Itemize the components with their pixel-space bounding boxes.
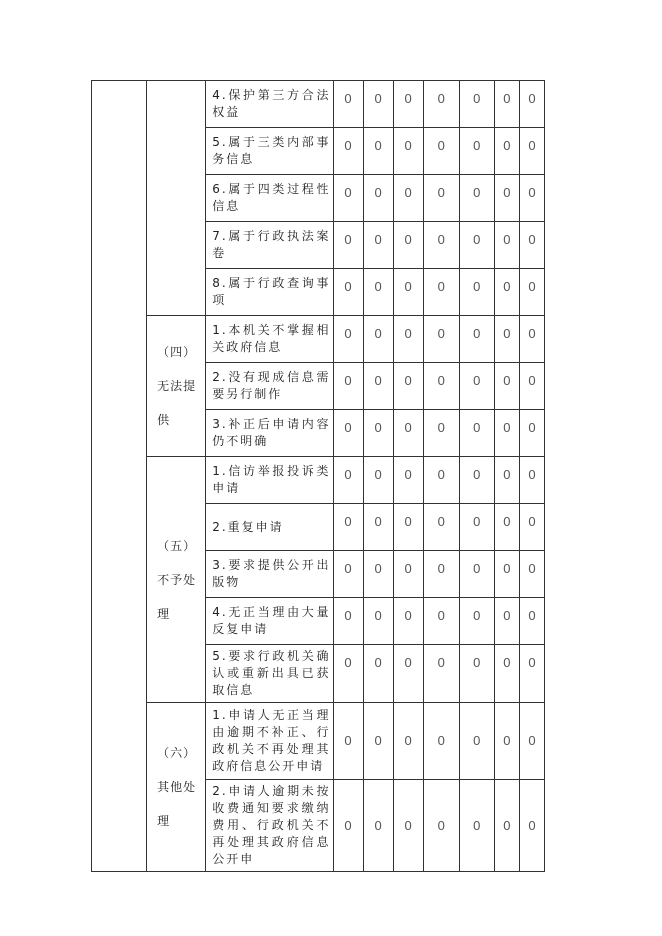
value-cell: 0 xyxy=(333,645,363,703)
value-cell: 0 xyxy=(393,269,423,316)
value-cell: 0 xyxy=(519,598,544,645)
value-cell: 0 xyxy=(519,316,544,363)
value-cell: 0 xyxy=(393,780,423,872)
value-cell: 0 xyxy=(423,316,459,363)
value-cell: 0 xyxy=(519,175,544,222)
value-cell: 0 xyxy=(423,551,459,598)
value-cell: 0 xyxy=(459,551,494,598)
value-cell: 0 xyxy=(363,645,393,703)
value-cell: 0 xyxy=(333,175,363,222)
value-cell: 0 xyxy=(423,703,459,780)
value-cell: 0 xyxy=(519,645,544,703)
value-cell: 0 xyxy=(363,222,393,269)
value-cell: 0 xyxy=(333,363,363,410)
value-cell: 0 xyxy=(333,316,363,363)
value-cell: 0 xyxy=(494,703,519,780)
value-cell: 0 xyxy=(333,81,363,128)
value-cell: 0 xyxy=(519,457,544,504)
item-label-cell: 2.申请人逾期未按收费通知要求缴纳费用、行政机关不再处理其政府信息公开申 xyxy=(206,780,333,872)
value-cell: 0 xyxy=(494,504,519,551)
value-cell: 0 xyxy=(333,457,363,504)
value-cell: 0 xyxy=(393,81,423,128)
item-label-cell: 5.属于三类内部事务信息 xyxy=(206,128,333,175)
category-cell: （五）不予处理 xyxy=(147,457,206,703)
value-cell: 0 xyxy=(363,504,393,551)
value-cell: 0 xyxy=(423,81,459,128)
value-cell: 0 xyxy=(459,645,494,703)
value-cell: 0 xyxy=(393,703,423,780)
value-cell: 0 xyxy=(494,645,519,703)
value-cell: 0 xyxy=(459,598,494,645)
value-cell: 0 xyxy=(363,81,393,128)
value-cell: 0 xyxy=(423,598,459,645)
value-cell: 0 xyxy=(393,128,423,175)
item-label-cell: 3.补正后申请内容仍不明确 xyxy=(206,410,333,457)
value-cell: 0 xyxy=(494,410,519,457)
value-cell: 0 xyxy=(494,780,519,872)
disclosure-statistics-table xyxy=(91,80,545,872)
value-cell: 0 xyxy=(333,703,363,780)
value-cell: 0 xyxy=(519,269,544,316)
value-cell: 0 xyxy=(459,175,494,222)
value-cell: 0 xyxy=(393,645,423,703)
value-cell: 0 xyxy=(363,175,393,222)
item-label-cell: 8.属于行政查询事项 xyxy=(206,269,333,316)
value-cell: 0 xyxy=(459,363,494,410)
value-cell: 0 xyxy=(393,551,423,598)
value-cell: 0 xyxy=(393,175,423,222)
value-cell: 0 xyxy=(363,598,393,645)
value-cell: 0 xyxy=(393,598,423,645)
value-cell: 0 xyxy=(333,780,363,872)
value-cell: 0 xyxy=(459,780,494,872)
value-cell: 0 xyxy=(459,316,494,363)
item-label-cell: 1.信访举报投诉类申请 xyxy=(206,457,333,504)
value-cell: 0 xyxy=(494,269,519,316)
value-cell: 0 xyxy=(519,81,544,128)
value-cell: 0 xyxy=(393,222,423,269)
value-cell: 0 xyxy=(393,316,423,363)
item-label-cell: 2.重复申请 xyxy=(206,504,333,551)
value-cell: 0 xyxy=(423,645,459,703)
value-cell: 0 xyxy=(363,363,393,410)
value-cell: 0 xyxy=(423,504,459,551)
value-cell: 0 xyxy=(363,551,393,598)
category-cell: （六）其他处理 xyxy=(147,703,206,872)
value-cell: 0 xyxy=(494,316,519,363)
item-label-cell: 4.保护第三方合法权益 xyxy=(206,81,333,128)
item-label-cell: 1.申请人无正当理由逾期不补正、行政机关不再处理其政府信息公开申请 xyxy=(206,703,333,780)
item-label-cell: 1.本机关不掌握相关政府信息 xyxy=(206,316,333,363)
value-cell: 0 xyxy=(363,269,393,316)
value-cell: 0 xyxy=(333,551,363,598)
value-cell: 0 xyxy=(393,410,423,457)
value-cell: 0 xyxy=(363,457,393,504)
value-cell: 0 xyxy=(519,363,544,410)
value-cell: 0 xyxy=(494,128,519,175)
outer-category-cell xyxy=(92,81,147,872)
table-row xyxy=(92,316,545,363)
value-cell: 0 xyxy=(333,269,363,316)
value-cell: 0 xyxy=(519,551,544,598)
value-cell: 0 xyxy=(519,410,544,457)
value-cell: 0 xyxy=(333,504,363,551)
value-cell: 0 xyxy=(333,410,363,457)
value-cell: 0 xyxy=(519,222,544,269)
item-label-cell: 5.要求行政机关确认或重新出具已获取信息 xyxy=(206,645,333,703)
item-label-cell: 6.属于四类过程性信息 xyxy=(206,175,333,222)
value-cell: 0 xyxy=(363,316,393,363)
value-cell: 0 xyxy=(494,81,519,128)
value-cell: 0 xyxy=(333,598,363,645)
item-label-cell: 7.属于行政执法案卷 xyxy=(206,222,333,269)
value-cell: 0 xyxy=(459,703,494,780)
value-cell: 0 xyxy=(333,222,363,269)
value-cell: 0 xyxy=(519,780,544,872)
value-cell: 0 xyxy=(423,363,459,410)
value-cell: 0 xyxy=(363,410,393,457)
value-cell: 0 xyxy=(459,128,494,175)
value-cell: 0 xyxy=(363,780,393,872)
category-cell xyxy=(147,81,206,316)
value-cell: 0 xyxy=(459,410,494,457)
item-label-cell: 3.要求提供公开出版物 xyxy=(206,551,333,598)
value-cell: 0 xyxy=(363,128,393,175)
value-cell: 0 xyxy=(494,551,519,598)
table-row xyxy=(92,457,545,504)
value-cell: 0 xyxy=(333,128,363,175)
value-cell: 0 xyxy=(423,780,459,872)
category-cell: （四）无法提供 xyxy=(147,316,206,457)
value-cell: 0 xyxy=(519,504,544,551)
value-cell: 0 xyxy=(459,222,494,269)
value-cell: 0 xyxy=(423,457,459,504)
value-cell: 0 xyxy=(423,222,459,269)
value-cell: 0 xyxy=(459,457,494,504)
value-cell: 0 xyxy=(519,703,544,780)
table-row xyxy=(92,703,545,780)
value-cell: 0 xyxy=(494,222,519,269)
value-cell: 0 xyxy=(423,269,459,316)
value-cell: 0 xyxy=(423,410,459,457)
value-cell: 0 xyxy=(423,128,459,175)
value-cell: 0 xyxy=(393,363,423,410)
value-cell: 0 xyxy=(494,598,519,645)
value-cell: 0 xyxy=(423,175,459,222)
value-cell: 0 xyxy=(459,269,494,316)
value-cell: 0 xyxy=(494,363,519,410)
value-cell: 0 xyxy=(393,504,423,551)
item-label-cell: 4.无正当理由大量反复申请 xyxy=(206,598,333,645)
value-cell: 0 xyxy=(494,457,519,504)
value-cell: 0 xyxy=(494,175,519,222)
item-label-cell: 2.没有现成信息需要另行制作 xyxy=(206,363,333,410)
value-cell: 0 xyxy=(393,457,423,504)
value-cell: 0 xyxy=(459,81,494,128)
value-cell: 0 xyxy=(519,128,544,175)
value-cell: 0 xyxy=(363,703,393,780)
table-row xyxy=(92,81,545,128)
value-cell: 0 xyxy=(459,504,494,551)
